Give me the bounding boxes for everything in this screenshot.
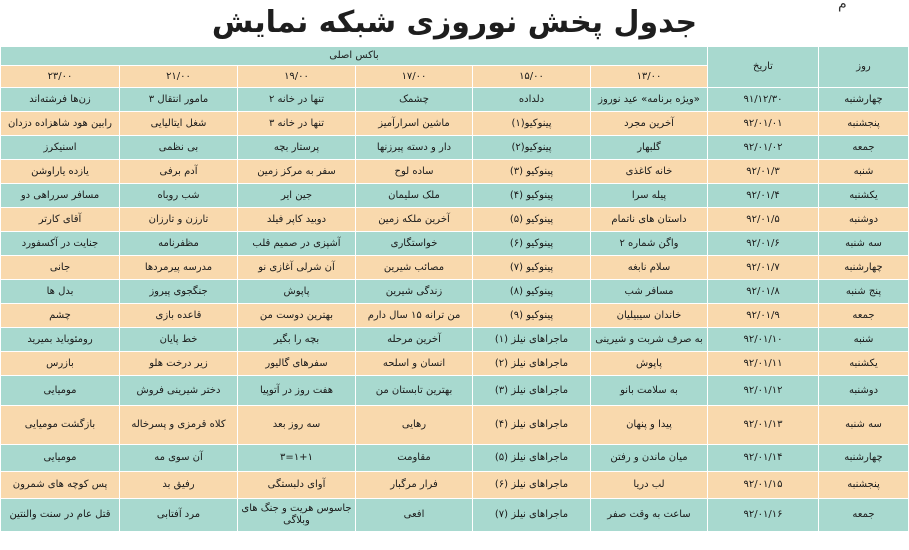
cell-show: ساده لوح bbox=[356, 160, 473, 184]
cell-date: ۹۲/۰۱/۳ bbox=[708, 160, 819, 184]
cell-date: ۹۲/۰۱/۰۲ bbox=[708, 136, 819, 160]
cell-day: شنبه bbox=[819, 328, 909, 352]
cell-show: مسافر سرراهی دو bbox=[1, 184, 120, 208]
table-row bbox=[1, 280, 909, 304]
cell-show: مامور انتقال ۳ bbox=[120, 88, 238, 112]
cell-show: ملک سلیمان bbox=[356, 184, 473, 208]
cell-show: سفر به مرکز زمین bbox=[238, 160, 356, 184]
header-time: ۱۵/۰۰ bbox=[473, 66, 591, 88]
cell-date: ۹۲/۰۱/۱۲ bbox=[708, 376, 819, 406]
schedule-body bbox=[1, 88, 909, 532]
cell-day: جمعه bbox=[819, 499, 909, 532]
cell-show: آوای دلبستگی bbox=[238, 472, 356, 499]
cell-date: ۹۲/۰۱/۸ bbox=[708, 280, 819, 304]
table-row bbox=[1, 304, 909, 328]
cell-date: ۹۲/۰۱/۱۵ bbox=[708, 472, 819, 499]
cell-show: مرد آفتابی bbox=[120, 499, 238, 532]
cell-show: جانی bbox=[1, 256, 120, 280]
header-time: ۲۱/۰۰ bbox=[120, 66, 238, 88]
cell-show: ساعت به وقت صفر bbox=[591, 499, 708, 532]
cell-show: رفیق بد bbox=[120, 472, 238, 499]
header-date: تاریخ bbox=[708, 47, 819, 88]
cell-show: فرار مرگبار bbox=[356, 472, 473, 499]
cell-show: زندگی شیرین bbox=[356, 280, 473, 304]
cell-show: جنایت در آکسفورد bbox=[1, 232, 120, 256]
header-day: روز bbox=[819, 47, 909, 88]
cell-day: پنجشنبه bbox=[819, 112, 909, 136]
cell-date: ۹۲/۰۱/۱۶ bbox=[708, 499, 819, 532]
cell-show: پاپوش bbox=[238, 280, 356, 304]
cell-show: رابین هود شاهزاده دزدان bbox=[1, 112, 120, 136]
cell-show: خط پایان bbox=[120, 328, 238, 352]
cell-date: ۹۲/۰۱/۱۰ bbox=[708, 328, 819, 352]
cell-show: لب دریا bbox=[591, 472, 708, 499]
table-row bbox=[1, 445, 909, 472]
cell-show: گلبهار bbox=[591, 136, 708, 160]
cell-show: پس کوچه های شمرون bbox=[1, 472, 120, 499]
cell-show: کلاه قرمزی و پسرخاله bbox=[120, 406, 238, 445]
header-time: ۲۳/۰۰ bbox=[1, 66, 120, 88]
cell-show: ماجراهای نیلز (۷) bbox=[473, 499, 591, 532]
cell-show: پینوکیو(۲) bbox=[473, 136, 591, 160]
cell-day: چهارشنبه bbox=[819, 88, 909, 112]
table-row bbox=[1, 208, 909, 232]
cell-show: آخرین مرحله bbox=[356, 328, 473, 352]
cell-show: رهایی bbox=[356, 406, 473, 445]
table-row bbox=[1, 136, 909, 160]
cell-date: ۹۲/۰۱/۰۱ bbox=[708, 112, 819, 136]
cell-show: پینوکیو (۷) bbox=[473, 256, 591, 280]
cell-show: بدل ها bbox=[1, 280, 120, 304]
cell-show: سلام نابغه bbox=[591, 256, 708, 280]
header-time: ۱۹/۰۰ bbox=[238, 66, 356, 88]
cell-show: مصائب شیرین bbox=[356, 256, 473, 280]
cell-show: مسافر شب bbox=[591, 280, 708, 304]
cell-show: آشپزی در صمیم قلب bbox=[238, 232, 356, 256]
header-time: ۱۳/۰۰ bbox=[591, 66, 708, 88]
cell-date: ۹۲/۰۱/۹ bbox=[708, 304, 819, 328]
cell-show: پرستار بچه bbox=[238, 136, 356, 160]
table-row bbox=[1, 160, 909, 184]
cell-show: ماجراهای نیلز (۴) bbox=[473, 406, 591, 445]
cell-date: ۹۱/۱۲/۳۰ bbox=[708, 88, 819, 112]
table-row bbox=[1, 232, 909, 256]
cell-show: مظفرنامه bbox=[120, 232, 238, 256]
header-main-box: باکس اصلی bbox=[1, 47, 708, 66]
cell-show: بهترین تابستان من bbox=[356, 376, 473, 406]
cell-show: زن‌ها فرشته‌اند bbox=[1, 88, 120, 112]
cell-day: شنبه bbox=[819, 160, 909, 184]
cell-day: چهارشنبه bbox=[819, 445, 909, 472]
cell-show: یازده یاراوشن bbox=[1, 160, 120, 184]
schedule-table bbox=[0, 46, 909, 532]
cell-show: پینوکیو (۳) bbox=[473, 160, 591, 184]
cell-day: جمعه bbox=[819, 136, 909, 160]
cell-show: ۱+۱=۳ bbox=[238, 445, 356, 472]
table-row bbox=[1, 88, 909, 112]
cell-day: سه شنبه bbox=[819, 406, 909, 445]
cell-show: پینوکیو (۴) bbox=[473, 184, 591, 208]
cell-date: ۹۲/۰۱/۱۳ bbox=[708, 406, 819, 445]
cell-show: آخرین مجرد bbox=[591, 112, 708, 136]
cell-show: بی نظمی bbox=[120, 136, 238, 160]
table-row bbox=[1, 184, 909, 208]
cell-show: دلداده bbox=[473, 88, 591, 112]
cell-show: چشمک bbox=[356, 88, 473, 112]
cell-show: خاندان سیبیلیان bbox=[591, 304, 708, 328]
cell-show: پینوکیو (۶) bbox=[473, 232, 591, 256]
cell-show: پیدا و پنهان bbox=[591, 406, 708, 445]
cell-show: میان ماندن و رفتن bbox=[591, 445, 708, 472]
cell-show: مدرسه پیرمردها bbox=[120, 256, 238, 280]
cell-show: بهترین دوست من bbox=[238, 304, 356, 328]
cell-show: تنها در خانه ۲ bbox=[238, 88, 356, 112]
cell-show: مومیایی bbox=[1, 376, 120, 406]
cell-show: جاسوس هریت و جنگ های وبلاگی bbox=[238, 499, 356, 532]
cell-show: آن سوی مه bbox=[120, 445, 238, 472]
cell-show: پینوکیو (۸) bbox=[473, 280, 591, 304]
cell-show: خواستگاری bbox=[356, 232, 473, 256]
cell-show: ماجراهای نیلز (۳) bbox=[473, 376, 591, 406]
cell-day: پنج شنبه bbox=[819, 280, 909, 304]
cell-show: بازرس bbox=[1, 352, 120, 376]
cell-show: پیله سرا bbox=[591, 184, 708, 208]
cell-show: واگن شماره ۲ bbox=[591, 232, 708, 256]
cell-show: جین ایر bbox=[238, 184, 356, 208]
cell-show: مومیایی bbox=[1, 445, 120, 472]
cell-show: بازگشت مومیایی bbox=[1, 406, 120, 445]
cell-day: دوشنبه bbox=[819, 208, 909, 232]
table-row bbox=[1, 499, 909, 532]
cell-show: آدم برفی bbox=[120, 160, 238, 184]
cell-show: دار و دسته پیرزنها bbox=[356, 136, 473, 160]
cell-show: دوبید کاپر فیلد bbox=[238, 208, 356, 232]
cell-show: تارزن و تارزان bbox=[120, 208, 238, 232]
cell-show: پاپوش bbox=[591, 352, 708, 376]
cell-day: یکشنبه bbox=[819, 352, 909, 376]
cell-day: دوشنبه bbox=[819, 376, 909, 406]
cell-show: اسنیکرز bbox=[1, 136, 120, 160]
cell-show: هفت روز در آتوپیا bbox=[238, 376, 356, 406]
cell-show: قتل عام در سنت والنتین bbox=[1, 499, 120, 532]
cell-day: چهارشنبه bbox=[819, 256, 909, 280]
cell-date: ۹۲/۰۱/۷ bbox=[708, 256, 819, 280]
cell-show: چشم bbox=[1, 304, 120, 328]
header-time: ۱۷/۰۰ bbox=[356, 66, 473, 88]
cell-show: شغل ایتالیایی bbox=[120, 112, 238, 136]
cell-show: ماجراهای نیلز (۲) bbox=[473, 352, 591, 376]
cell-date: ۹۲/۰۱/۵ bbox=[708, 208, 819, 232]
cell-show: «ویژه برنامه» عید نوروز bbox=[591, 88, 708, 112]
cell-show: ماشین اسرارآمیز bbox=[356, 112, 473, 136]
cell-show: آخرین ملکه زمین bbox=[356, 208, 473, 232]
cell-show: جنگجوی پیروز bbox=[120, 280, 238, 304]
cell-date: ۹۲/۰۱/۱۴ bbox=[708, 445, 819, 472]
table-row bbox=[1, 406, 909, 445]
cell-show: ماجراهای نیلز (۵) bbox=[473, 445, 591, 472]
table-row bbox=[1, 376, 909, 406]
cell-day: یکشنبه bbox=[819, 184, 909, 208]
cell-show: ماجراهای نیلز (۶) bbox=[473, 472, 591, 499]
cell-show: انسان و اسلحه bbox=[356, 352, 473, 376]
cell-show: داستان های ناتمام bbox=[591, 208, 708, 232]
cell-show: من ترانه ۱۵ سال دارم bbox=[356, 304, 473, 328]
cell-show: تنها در خانه ۳ bbox=[238, 112, 356, 136]
cell-day: جمعه bbox=[819, 304, 909, 328]
cell-show: سفرهای گالیور bbox=[238, 352, 356, 376]
cell-date: ۹۲/۰۱/۶ bbox=[708, 232, 819, 256]
cell-show: زیر درخت هلو bbox=[120, 352, 238, 376]
table-row bbox=[1, 328, 909, 352]
table-row bbox=[1, 112, 909, 136]
cell-show: پینوکیو (۵) bbox=[473, 208, 591, 232]
page-corner-mark: م bbox=[838, 0, 847, 12]
cell-show: پینوکیو(۱) bbox=[473, 112, 591, 136]
cell-show: به سلامت بانو bbox=[591, 376, 708, 406]
cell-show: پینوکیو (۹) bbox=[473, 304, 591, 328]
cell-show: قاعده بازی bbox=[120, 304, 238, 328]
table-row bbox=[1, 352, 909, 376]
cell-show: ماجراهای نیلز (۱) bbox=[473, 328, 591, 352]
page-title: جدول پخش نوروزی شبکه نمایش bbox=[211, 5, 698, 40]
cell-show: به صرف شربت و شیرینی bbox=[591, 328, 708, 352]
cell-show: مقاومت bbox=[356, 445, 473, 472]
cell-day: پنجشنبه bbox=[819, 472, 909, 499]
table-row bbox=[1, 256, 909, 280]
cell-show: شب روباه bbox=[120, 184, 238, 208]
cell-date: ۹۲/۰۱/۱۱ bbox=[708, 352, 819, 376]
cell-day: سه شنبه bbox=[819, 232, 909, 256]
cell-show: دختر شیرینی فروش bbox=[120, 376, 238, 406]
cell-show: سه روز بعد bbox=[238, 406, 356, 445]
table-row bbox=[1, 472, 909, 499]
cell-date: ۹۲/۰۱/۴ bbox=[708, 184, 819, 208]
cell-show: رومئوباید بمیرید bbox=[1, 328, 120, 352]
cell-show: خانه کاغذی bbox=[591, 160, 708, 184]
cell-show: آن شرلی آغازی نو bbox=[238, 256, 356, 280]
cell-show: افعی bbox=[356, 499, 473, 532]
cell-show: آقای کارتر bbox=[1, 208, 120, 232]
cell-show: بچه را بگیر bbox=[238, 328, 356, 352]
